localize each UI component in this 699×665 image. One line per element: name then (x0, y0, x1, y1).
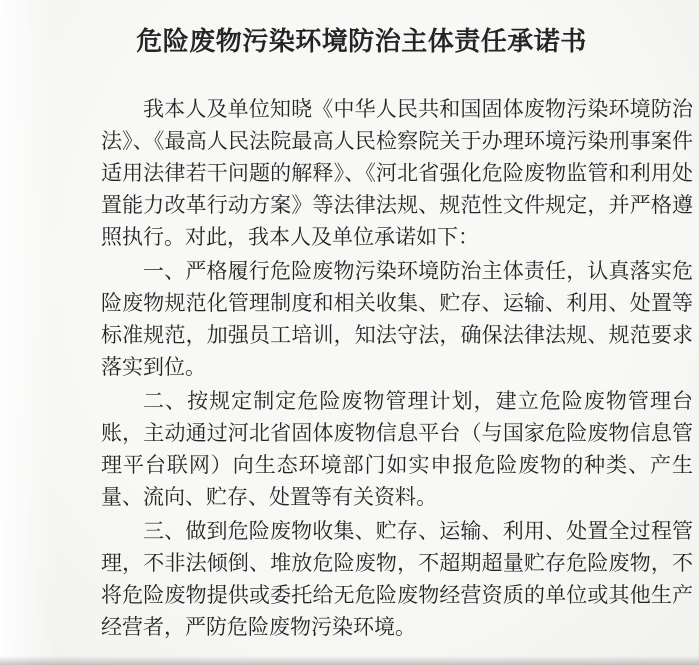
document-body (101, 93, 693, 645)
paragraph-clause-1: 一、严格履行危险废物污染环境防治主体责任，认真落实危险废物规范化管理制度和相关收集、贮存、运输、利用、处置等标准规范，加强员工培训，知法守法，确保法律法规、规范要求落实到位。 (101, 259, 693, 379)
document-title: 危险废物污染环境防治主体责任承诺书 (136, 26, 587, 56)
paragraph-clause-3: 三、做到危险废物收集、贮存、运输、利用、处置全过程管理，不非法倾倒、堆放危险废物，不超期超量贮存危险废物，不将危险废物提供或委托给无危险废物经营资质的单位或其他生产经营者，严防危险废物污染环境。 (101, 519, 693, 639)
paragraph-intro: 我本人及单位知晓《中华人民共和国固体废物污染环境防治法》、《最高人民法院最高人民检察院关于办理环境污染刑事案件适用法律若干问题的解释》、《河北省强化危险废物监管和利用处置能力改革行动方案》等法律法规、规范性文件规定，并严格遵照执行。对此，我本人及单位承诺如下： (101, 97, 693, 249)
page-bottom-shadow (0, 656, 699, 665)
paragraph-clause-2: 二、按规定制定危险废物管理计划，建立危险废物管理台账，主动通过河北省固体废物信息平台（与国家危险废物信息管理平台联网）向生态环境部门如实申报危险废物的种类、产生量、流向、贮存、处置等有关资料。 (101, 389, 693, 509)
